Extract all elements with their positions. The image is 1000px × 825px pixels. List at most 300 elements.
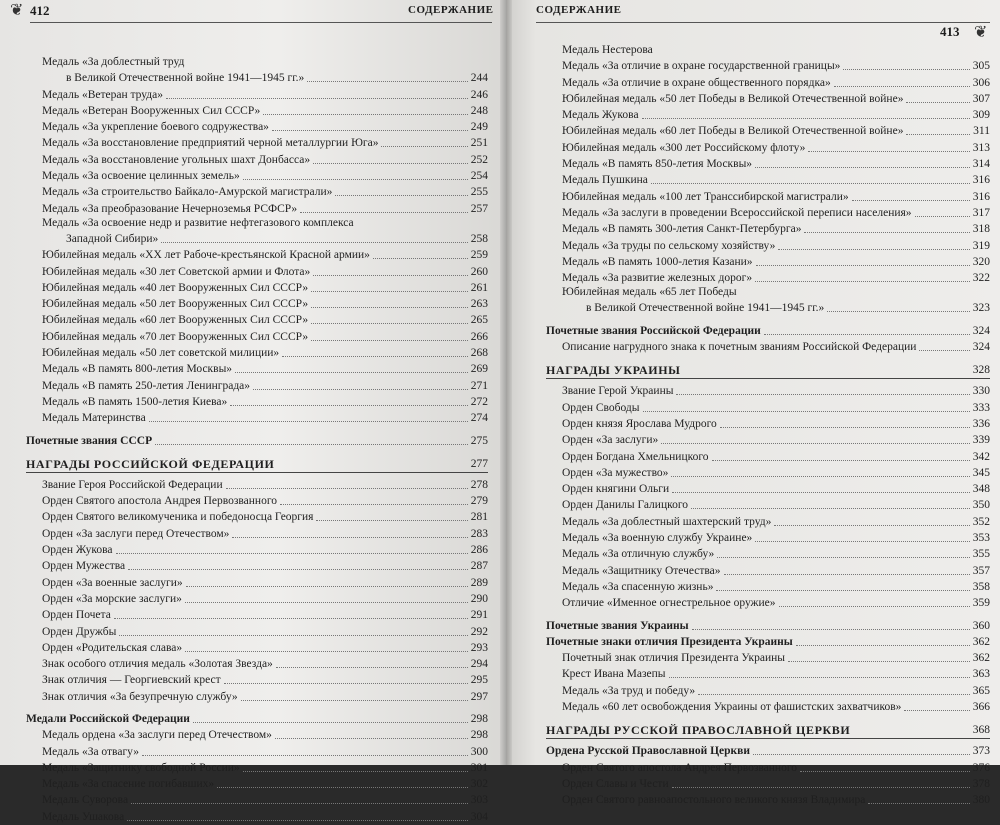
toc-entry	[26, 377, 488, 393]
toc-entry-page: 304	[470, 810, 488, 823]
toc-entry	[546, 666, 990, 682]
toc-entry	[546, 465, 990, 481]
toc-entry	[26, 410, 488, 426]
dot-leader	[149, 421, 468, 422]
dot-leader	[724, 574, 970, 575]
toc-entry	[26, 509, 488, 525]
toc-entry-page: 322	[972, 272, 990, 285]
dot-leader	[643, 411, 970, 412]
toc-entry-page: 289	[470, 576, 488, 589]
toc-entry-title: Медаль «Защитнику свободной России»	[42, 761, 240, 774]
toc-entry-title: Медали Российской Федерации	[26, 712, 190, 725]
dot-leader	[217, 787, 468, 788]
toc-entry-title: Медаль «За отличие в охране общественного порядка»	[562, 76, 831, 89]
book-gutter	[500, 0, 512, 765]
toc-entry-title: Медаль «За спасение погибавших»	[42, 778, 215, 791]
dot-leader	[712, 460, 970, 461]
toc-entry-page: 323	[972, 302, 990, 315]
toc-entry-page: 281	[470, 511, 488, 524]
dot-leader	[800, 771, 970, 772]
toc-entry-page: 366	[972, 700, 990, 713]
dot-leader	[226, 488, 468, 489]
toc-entry	[546, 221, 990, 237]
toc-entry-page: 311	[973, 125, 990, 138]
toc-entry-page: 271	[470, 379, 488, 392]
toc-entry	[546, 58, 990, 74]
dot-leader	[676, 394, 969, 395]
dot-leader	[307, 81, 467, 82]
toc-entry-title: Описание нагрудного знака к почетным званиям Российской Федерации	[562, 341, 917, 354]
toc-entry-page: 373	[972, 745, 990, 758]
toc-entry	[546, 682, 990, 698]
toc-entry-title: Юбилейная медаль «65 лет Победы	[562, 286, 737, 299]
toc-entry-page: 297	[470, 690, 488, 703]
toc-entry-title: Орден Свободы	[562, 401, 640, 414]
flourish-ornament-icon: ❦	[10, 2, 24, 19]
dot-leader	[232, 537, 467, 538]
toc-entry-page: 286	[470, 544, 488, 557]
dot-leader	[868, 803, 969, 804]
toc-entry	[26, 727, 488, 743]
dot-leader	[755, 167, 970, 168]
toc-entry	[546, 759, 990, 775]
toc-entry	[26, 263, 488, 279]
toc-entry	[26, 119, 488, 135]
toc-entry	[26, 217, 488, 231]
toc-entry-title: Орден «За морские заслуги»	[42, 592, 182, 605]
dot-leader	[235, 372, 468, 373]
toc-entry-page: 266	[470, 330, 488, 343]
toc-entry	[546, 743, 990, 759]
flourish-ornament-icon: ❦	[974, 24, 988, 41]
toc-entry-title: Медаль «За развитие железных дорог»	[562, 272, 753, 285]
toc-entry-page: 319	[972, 239, 990, 252]
dot-leader	[720, 427, 970, 428]
toc-entry	[26, 760, 488, 776]
dot-leader	[852, 200, 970, 201]
toc-entry	[546, 546, 990, 562]
dot-leader	[756, 265, 970, 266]
dot-leader	[692, 629, 970, 630]
toc-entry-page: 363	[972, 668, 990, 681]
toc-entry-page: 305	[972, 60, 990, 73]
toc-entry	[546, 399, 990, 415]
toc-entry-page: 345	[972, 466, 990, 479]
toc-entry-title: Орден «За мужество»	[562, 466, 669, 479]
toc-entry-title: Медаль Нестерова	[562, 44, 653, 56]
toc-entry-title: Медаль «За освоение целинных земель»	[42, 170, 240, 183]
toc-entry-title: Орден «За заслуги перед Отечеством»	[42, 527, 230, 540]
toc-entry	[546, 595, 990, 611]
toc-entry	[26, 808, 488, 824]
dot-leader	[906, 134, 970, 135]
toc-entry-page: 259	[470, 249, 488, 262]
toc-entry-page: 251	[470, 137, 488, 150]
toc-entry-page: 309	[972, 109, 990, 122]
toc-entry	[546, 792, 990, 808]
toc-entry-title: Знак отличия — Георгиевский крест	[42, 674, 221, 687]
toc-entry-title: Медаль Пушкина	[562, 174, 648, 187]
toc-entry-page: 339	[972, 434, 990, 447]
right-page-number: 413	[940, 24, 960, 39]
toc-entry-page: 244	[470, 72, 488, 85]
dot-leader	[166, 98, 468, 99]
toc-entry-title: Орден Мужества	[42, 560, 126, 573]
toc-entry-title: Почетные звания Российской Федерации	[546, 324, 761, 337]
toc-entry-title: Орден Почета	[42, 609, 111, 622]
dot-leader	[193, 722, 468, 723]
toc-entry	[26, 672, 488, 688]
dot-leader	[753, 754, 970, 755]
dot-leader	[243, 771, 468, 772]
dot-leader	[263, 114, 467, 115]
toc-entry	[546, 361, 990, 379]
toc-entry-title: Медаль «Ветеран труда»	[42, 88, 163, 101]
toc-entry-page: 293	[470, 641, 488, 654]
toc-entry-title: Медаль «В память 1500-летия Киева»	[42, 395, 228, 408]
toc-entry-title: Юбилейная медаль «70 лет Вооруженных Сил СССР»	[42, 330, 309, 343]
toc-entry-page: 300	[470, 745, 488, 758]
toc-entry-title: Юбилейная медаль «XX лет Рабоче-крестьянской Красной армии»	[42, 249, 370, 262]
toc-entry-title: Медаль «За военную службу Украине»	[562, 532, 753, 545]
dot-leader	[313, 163, 468, 164]
dot-leader	[672, 492, 970, 493]
toc-entry-title: Медаль «60 лет освобождения Украины от фашистских захватчиков»	[562, 700, 902, 713]
toc-entry	[26, 432, 488, 448]
toc-entry-page: 307	[972, 92, 990, 105]
toc-entry-title: Ордена Русской Православной Церкви	[546, 745, 750, 758]
toc-entry-title: Медаль ордена «За заслуги перед Отечеством»	[42, 729, 272, 742]
toc-entry-page: 258	[470, 232, 488, 245]
toc-entry-page: 295	[470, 674, 488, 687]
dot-leader	[114, 618, 468, 619]
dot-leader	[843, 69, 969, 70]
toc-entry-page: 301	[470, 761, 488, 774]
toc-entry-page: 358	[972, 580, 990, 593]
dot-leader	[335, 195, 467, 196]
toc-list-right	[546, 44, 990, 808]
toc-entry	[546, 513, 990, 529]
dot-leader	[904, 710, 969, 711]
toc-entry	[546, 776, 990, 792]
toc-entry-title: Юбилейная медаль «100 лет Транссибирской магистрали»	[562, 190, 849, 203]
toc-entry-page: 376	[972, 761, 990, 774]
toc-entry-page: 246	[470, 88, 488, 101]
toc-entry-title: Медаль «За доблестный труд	[42, 56, 185, 68]
toc-entry-page: 290	[470, 592, 488, 605]
toc-entry-title: Медаль «За восстановление угольных шахт Донбасса»	[42, 153, 311, 166]
toc-entry	[26, 394, 488, 410]
toc-entry	[26, 345, 488, 361]
toc-entry	[546, 74, 990, 90]
toc-entry-title: Медаль «В память 300-летия Санкт-Петербурга»	[562, 223, 802, 236]
toc-entry	[26, 640, 488, 656]
dot-leader	[669, 677, 970, 678]
toc-entry	[546, 123, 990, 139]
dot-leader	[241, 700, 468, 701]
toc-entry-title: Медаль «За укрепление боевого содружества»	[42, 121, 269, 134]
toc-entry-page: 272	[470, 395, 488, 408]
toc-entry-page: 294	[470, 658, 488, 671]
dot-leader	[788, 661, 970, 662]
toc-entry-page: 352	[972, 515, 990, 528]
toc-entry	[26, 525, 488, 541]
dot-leader	[272, 130, 468, 131]
toc-entry-title: НАГРАДЫ РУССКОЙ ПРАВОСЛАВНОЙ ЦЕРКВИ	[546, 722, 851, 737]
toc-entry-page: 291	[470, 609, 488, 622]
toc-entry	[26, 743, 488, 759]
toc-entry-title: Юбилейная медаль «30 лет Советской армии и Флота»	[42, 265, 311, 278]
toc-entry-page: 316	[972, 190, 990, 203]
toc-entry-title: в Великой Отечественной войне 1941—1945 гг.»	[66, 72, 305, 85]
dot-leader	[661, 443, 970, 444]
toc-entry-page: 317	[972, 206, 990, 219]
dot-leader	[808, 151, 969, 152]
toc-entry-title: Медаль «За отличие в охране государственной границы»	[562, 60, 841, 73]
toc-entry	[26, 135, 488, 151]
toc-entry-title: Орден «Родительская слава»	[42, 641, 183, 654]
dot-leader	[155, 444, 468, 445]
toc-entry	[26, 361, 488, 377]
toc-entry-title: НАГРАДЫ УКРАИНЫ	[546, 363, 681, 378]
dot-leader	[128, 569, 468, 570]
toc-entry-title: Медаль «Защитнику Отечества»	[562, 564, 721, 577]
toc-entry	[26, 607, 488, 623]
toc-entry-title: Орден Святого апостола Андрея Первозванного	[42, 495, 277, 508]
toc-entry-page: 263	[470, 298, 488, 311]
toc-entry-title: Знак отличия «За безупречную службу»	[42, 690, 238, 703]
dot-leader	[381, 146, 467, 147]
toc-entry	[26, 455, 488, 473]
toc-entry	[546, 634, 990, 650]
toc-entry-page: 278	[470, 478, 488, 491]
toc-entry	[546, 481, 990, 497]
toc-entry-title: Медаль Ушакова	[42, 810, 125, 823]
toc-entry	[26, 776, 488, 792]
dot-leader	[779, 606, 970, 607]
dot-leader	[672, 787, 970, 788]
toc-entry-page: 268	[470, 347, 488, 360]
toc-entry	[546, 579, 990, 595]
dot-leader	[280, 504, 468, 505]
toc-entry-page: 249	[470, 121, 488, 134]
toc-entry-page: 365	[972, 684, 990, 697]
toc-entry-title: Орден Славы и Чести	[562, 777, 669, 790]
toc-entry	[26, 168, 488, 184]
toc-entry	[26, 231, 488, 247]
toc-entry-page: 316	[972, 174, 990, 187]
dot-leader	[313, 275, 468, 276]
toc-entry-page: 333	[972, 401, 990, 414]
toc-entry-title: Орден Жукова	[42, 544, 113, 557]
toc-entry	[26, 792, 488, 808]
toc-entry-page: 348	[972, 483, 990, 496]
toc-entry-title: Медаль «За доблестный шахтерский труд»	[562, 515, 772, 528]
toc-entry	[546, 721, 990, 739]
toc-entry	[546, 107, 990, 123]
toc-entry-title: Западной Сибири»	[66, 232, 159, 245]
dot-leader	[373, 258, 468, 259]
toc-entry	[26, 280, 488, 296]
dot-leader	[764, 334, 970, 335]
dot-leader	[276, 667, 468, 668]
toc-entry-title: Юбилейная медаль «50 лет Победы в Великой Отечественной войне»	[562, 92, 904, 105]
dot-leader	[119, 635, 467, 636]
header-rule	[30, 22, 492, 23]
toc-entry-page: 362	[972, 635, 990, 648]
toc-entry	[26, 86, 488, 102]
toc-entry-page: 360	[972, 619, 990, 632]
toc-entry	[26, 623, 488, 639]
toc-list-left	[26, 56, 488, 825]
toc-entry-title: Почетные знаки отличия Президента Украины	[546, 635, 793, 648]
toc-entry-page: 318	[972, 223, 990, 236]
toc-entry	[26, 493, 488, 509]
toc-entry	[26, 312, 488, 328]
toc-entry-title: Медаль «За труды по сельскому хозяйству»	[562, 239, 776, 252]
dot-leader	[827, 311, 969, 312]
toc-entry	[26, 56, 488, 70]
dot-leader	[671, 476, 969, 477]
toc-entry	[26, 591, 488, 607]
dot-leader	[142, 755, 468, 756]
toc-entry	[546, 497, 990, 513]
toc-entry	[546, 44, 990, 58]
toc-entry-title: Медаль «В память 800-летия Москвы»	[42, 363, 233, 376]
toc-entry-title: Орден Богдана Хмельницкого	[562, 450, 709, 463]
toc-entry	[546, 699, 990, 715]
header-rule	[536, 22, 990, 23]
toc-entry-title: Медаль «В память 850-летия Москвы»	[562, 158, 753, 171]
toc-entry-page: 328	[972, 364, 990, 377]
toc-entry-page: 330	[972, 385, 990, 398]
toc-entry-page: 257	[470, 202, 488, 215]
toc-entry-title: Орден «За военные заслуги»	[42, 576, 183, 589]
toc-entry-page: 368	[972, 723, 990, 736]
toc-entry-title: Юбилейная медаль «60 лет Победы в Великой Отечественной войне»	[562, 125, 904, 138]
toc-entry-page: 306	[972, 76, 990, 89]
toc-entry	[546, 383, 990, 399]
toc-entry	[546, 530, 990, 546]
toc-entry-title: Медаль «За спасенную жизнь»	[562, 580, 714, 593]
dot-leader	[230, 405, 467, 406]
toc-entry-page: 252	[470, 153, 488, 166]
toc-entry-page: 313	[972, 141, 990, 154]
toc-entry	[26, 711, 488, 727]
dot-leader	[642, 118, 970, 119]
toc-entry	[26, 247, 488, 263]
dot-leader	[116, 553, 468, 554]
toc-entry-page: 298	[470, 729, 488, 742]
dot-leader	[127, 820, 468, 821]
toc-entry-page: 380	[972, 794, 990, 807]
toc-entry-title: Звание Героя Российской Федерации	[42, 478, 223, 491]
toc-entry-title: Звание Герой Украины	[562, 385, 674, 398]
toc-entry-page: 261	[470, 281, 488, 294]
toc-entry-title: Юбилейная медаль «50 лет советской милиции»	[42, 347, 280, 360]
right-page	[506, 0, 1000, 807]
toc-entry-title: Медаль «В память 1000-летия Казани»	[562, 255, 753, 268]
toc-entry-title: Юбилейная медаль «40 лет Вооруженных Сил СССР»	[42, 281, 309, 294]
dot-leader	[755, 541, 969, 542]
toc-entry-page: 292	[470, 625, 488, 638]
toc-entry	[546, 156, 990, 172]
dot-leader	[186, 586, 468, 587]
dot-leader	[716, 590, 969, 591]
toc-entry	[26, 151, 488, 167]
toc-entry	[546, 322, 990, 338]
toc-entry-title: Орден Данилы Галицкого	[562, 499, 689, 512]
toc-entry-page: 269	[470, 363, 488, 376]
toc-entry-title: Медаль «За отвагу»	[42, 745, 139, 758]
toc-entry-title: Медаль «За освоение недр и развитие нефтегазового комплекса	[42, 216, 354, 229]
toc-entry-page: 324	[972, 341, 990, 354]
toc-entry-title: Орден Святого великомученика и победоносца Георгия	[42, 511, 314, 524]
dot-leader	[774, 525, 969, 526]
toc-entry-page: 260	[470, 265, 488, 278]
toc-entry-title: Знак особого отличия медаль «Золотая Звезда»	[42, 658, 273, 671]
toc-entry-page: 359	[972, 597, 990, 610]
dot-leader	[796, 645, 970, 646]
toc-entry-title: Почетный знак отличия Президента Украины	[562, 652, 786, 665]
toc-entry-title: Орден Святого апостола Андрея Первозванного	[562, 761, 797, 774]
toc-entry-page: 248	[470, 104, 488, 117]
toc-entry-title: Медаль Суворова	[42, 794, 129, 807]
toc-entry	[546, 254, 990, 270]
toc-entry-page: 320	[972, 255, 990, 268]
toc-entry-title: Орден князя Ярослава Мудрого	[562, 417, 717, 430]
toc-entry-title: Медаль Жукова	[562, 109, 639, 122]
toc-entry	[546, 91, 990, 107]
toc-entry	[546, 562, 990, 578]
toc-entry-title: НАГРАДЫ РОССИЙСКОЙ ФЕДЕРАЦИИ	[26, 456, 275, 471]
toc-entry-title: Медаль «За заслуги в проведении Всероссийской переписи населения»	[562, 206, 912, 219]
dot-leader	[755, 281, 970, 282]
toc-entry-title: Медаль «За труд и победу»	[562, 684, 696, 697]
toc-entry-title: Медаль «В память 250-летия Ленинграда»	[42, 379, 251, 392]
toc-entry	[26, 103, 488, 119]
toc-entry	[546, 205, 990, 221]
toc-entry	[26, 542, 488, 558]
toc-entry	[546, 339, 990, 355]
toc-entry	[546, 432, 990, 448]
toc-entry-page: 275	[470, 434, 488, 447]
toc-entry	[26, 656, 488, 672]
toc-entry-page: 255	[470, 186, 488, 199]
toc-entry-page: 362	[972, 652, 990, 665]
toc-entry-title: Орден Дружбы	[42, 625, 117, 638]
toc-entry-title: Юбилейная медаль «50 лет Вооруженных Сил СССР»	[42, 298, 309, 311]
toc-entry	[26, 574, 488, 590]
dot-leader	[224, 683, 468, 684]
toc-entry-page: 350	[972, 499, 990, 512]
dot-leader	[778, 249, 969, 250]
toc-entry	[546, 448, 990, 464]
toc-entry-title: Крест Ивана Мазепы	[562, 668, 666, 681]
toc-entry-title: Медаль «За преобразование Нечерноземья РСФСР»	[42, 202, 298, 215]
dot-leader	[185, 602, 468, 603]
toc-entry	[546, 237, 990, 253]
toc-entry-page: 265	[470, 314, 488, 327]
toc-entry-title: Юбилейная медаль «60 лет Вооруженных Сил СССР»	[42, 314, 309, 327]
toc-entry-title: Орден княгини Ольги	[562, 483, 670, 496]
toc-entry	[26, 70, 488, 86]
dot-leader	[698, 694, 970, 695]
toc-entry	[546, 188, 990, 204]
toc-entry-title: Юбилейная медаль «300 лет Российскому флоту»	[562, 141, 806, 154]
toc-entry	[546, 139, 990, 155]
toc-entry	[546, 416, 990, 432]
